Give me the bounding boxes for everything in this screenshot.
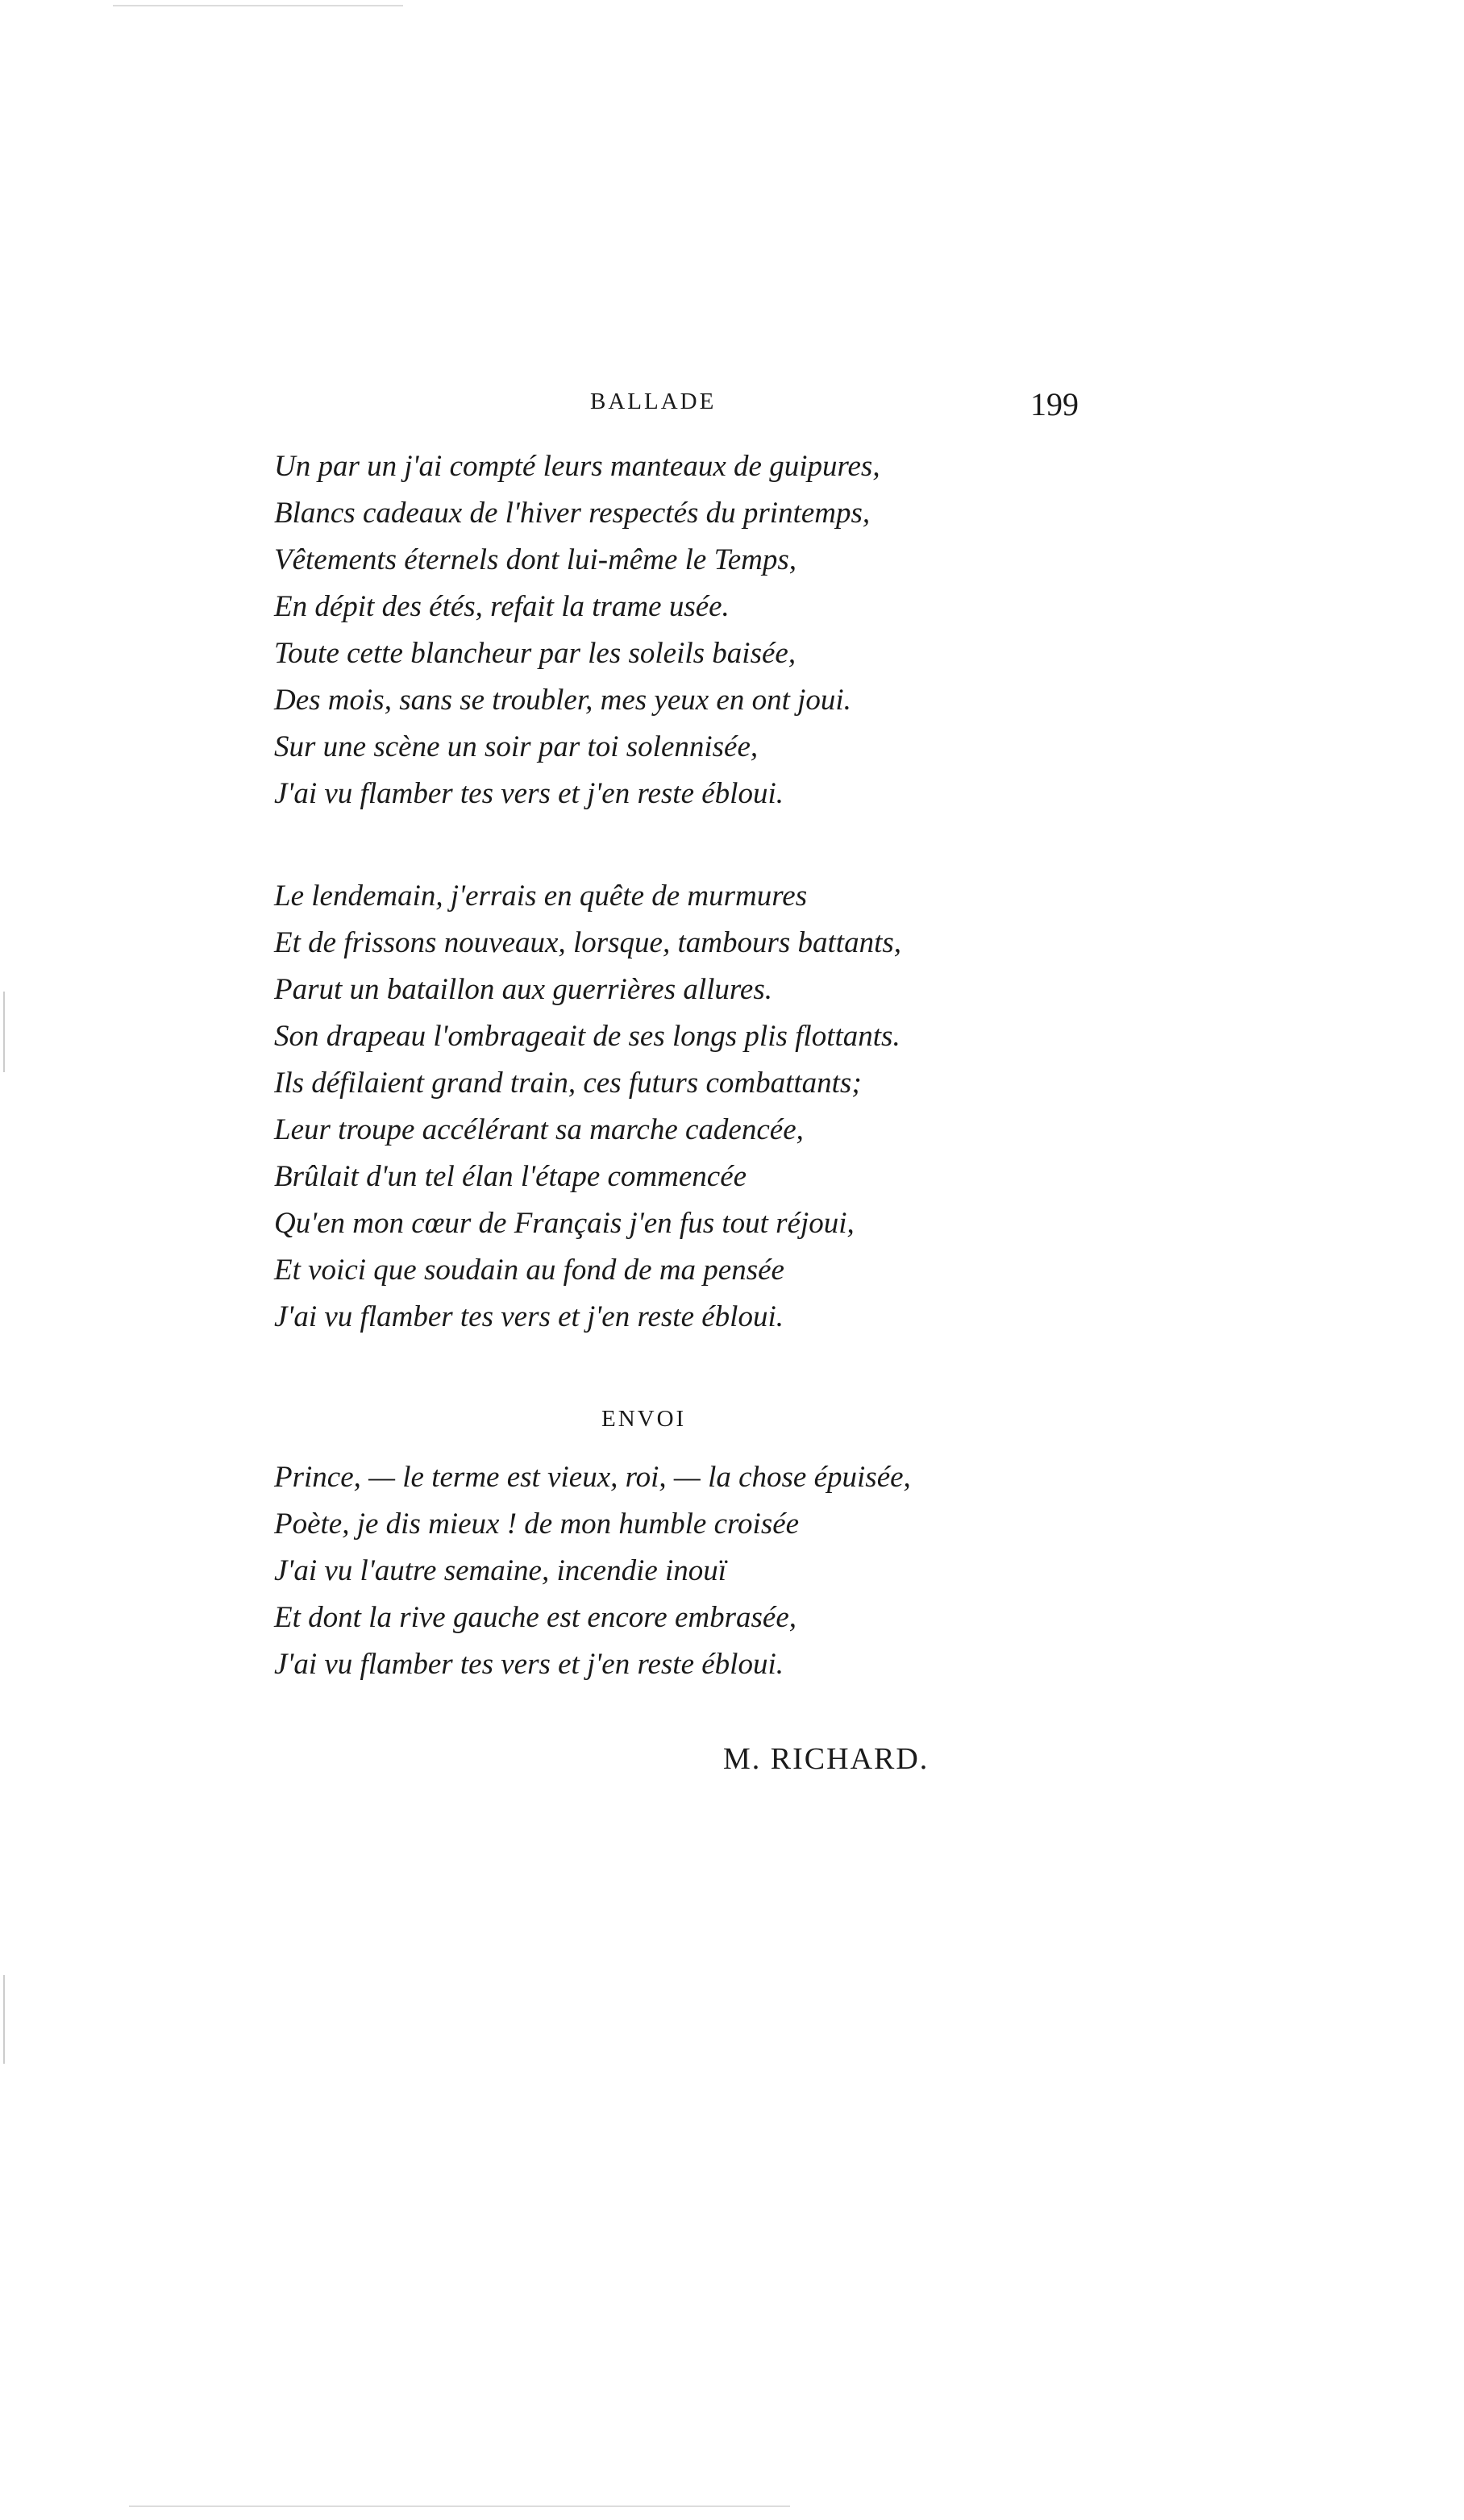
verse-line: Et voici que soudain au fond de ma pensée xyxy=(274,1254,784,1287)
envoi-stanza xyxy=(274,1454,911,1688)
verse-line: Prince, — le terme est vieux, roi, — la chose épuisée, xyxy=(274,1461,911,1494)
verse-line: Ils défilaient grand train, ces futurs combattants; xyxy=(274,1067,862,1100)
refrain-line: J'ai vu flamber tes vers et j'en reste ébloui. xyxy=(274,1300,784,1333)
verse-line: Brûlait d'un tel élan l'étape commencée xyxy=(274,1160,747,1193)
scan-artifact-bottom xyxy=(129,2505,790,2507)
verse-line: En dépit des étés, refait la trame usée. xyxy=(274,590,730,623)
verse-line: Toute cette blancheur par les soleils baisée, xyxy=(274,637,796,670)
verse-line: Parut un bataillon aux guerrières allures. xyxy=(274,973,772,1006)
verse-line: Vêtements éternels dont lui-même le Temps, xyxy=(274,543,797,576)
verse-line: Un par un j'ai compté leurs manteaux de guipures, xyxy=(274,450,880,483)
page-header xyxy=(0,385,1464,434)
scan-artifact-top xyxy=(113,5,403,6)
verse-line: Blancs cadeaux de l'hiver respectés du printemps, xyxy=(274,497,871,530)
verse-line: Poète, je dis mieux ! de mon humble croisée xyxy=(274,1507,800,1541)
verse-line: Et de frissons nouveaux, lorsque, tambours battants, xyxy=(274,926,902,959)
refrain-line: J'ai vu flamber tes vers et j'en reste ébloui. xyxy=(274,1648,784,1681)
verse-line: J'ai vu l'autre semaine, incendie inouï xyxy=(274,1554,727,1587)
running-title: BALLADE xyxy=(590,389,717,414)
verse-line: Qu'en mon cœur de Français j'en fus tout réjoui, xyxy=(274,1207,855,1240)
stanza-1 xyxy=(274,443,880,817)
verse-line: Le lendemain, j'errais en quête de murmures xyxy=(274,880,808,913)
scan-artifact-left-2 xyxy=(3,1975,5,2064)
verse-line: Et dont la rive gauche est encore embrasée, xyxy=(274,1601,796,1634)
verse-line: Leur troupe accélérant sa marche cadencée, xyxy=(274,1113,804,1146)
scan-artifact-left xyxy=(3,992,5,1072)
stanza-2 xyxy=(274,873,901,1341)
verse-line: Sur une scène un soir par toi solennisée, xyxy=(274,730,759,763)
verse-line: Son drapeau l'ombrageait de ses longs plis flottants. xyxy=(274,1020,900,1053)
author-signature: M. RICHARD. xyxy=(723,1742,930,1776)
refrain-line: J'ai vu flamber tes vers et j'en reste ébloui. xyxy=(274,777,784,810)
verse-line: Des mois, sans se troubler, mes yeux en ont joui. xyxy=(274,684,851,717)
envoi-heading: ENVOI xyxy=(601,1406,687,1432)
page-number: 199 xyxy=(1030,386,1079,422)
